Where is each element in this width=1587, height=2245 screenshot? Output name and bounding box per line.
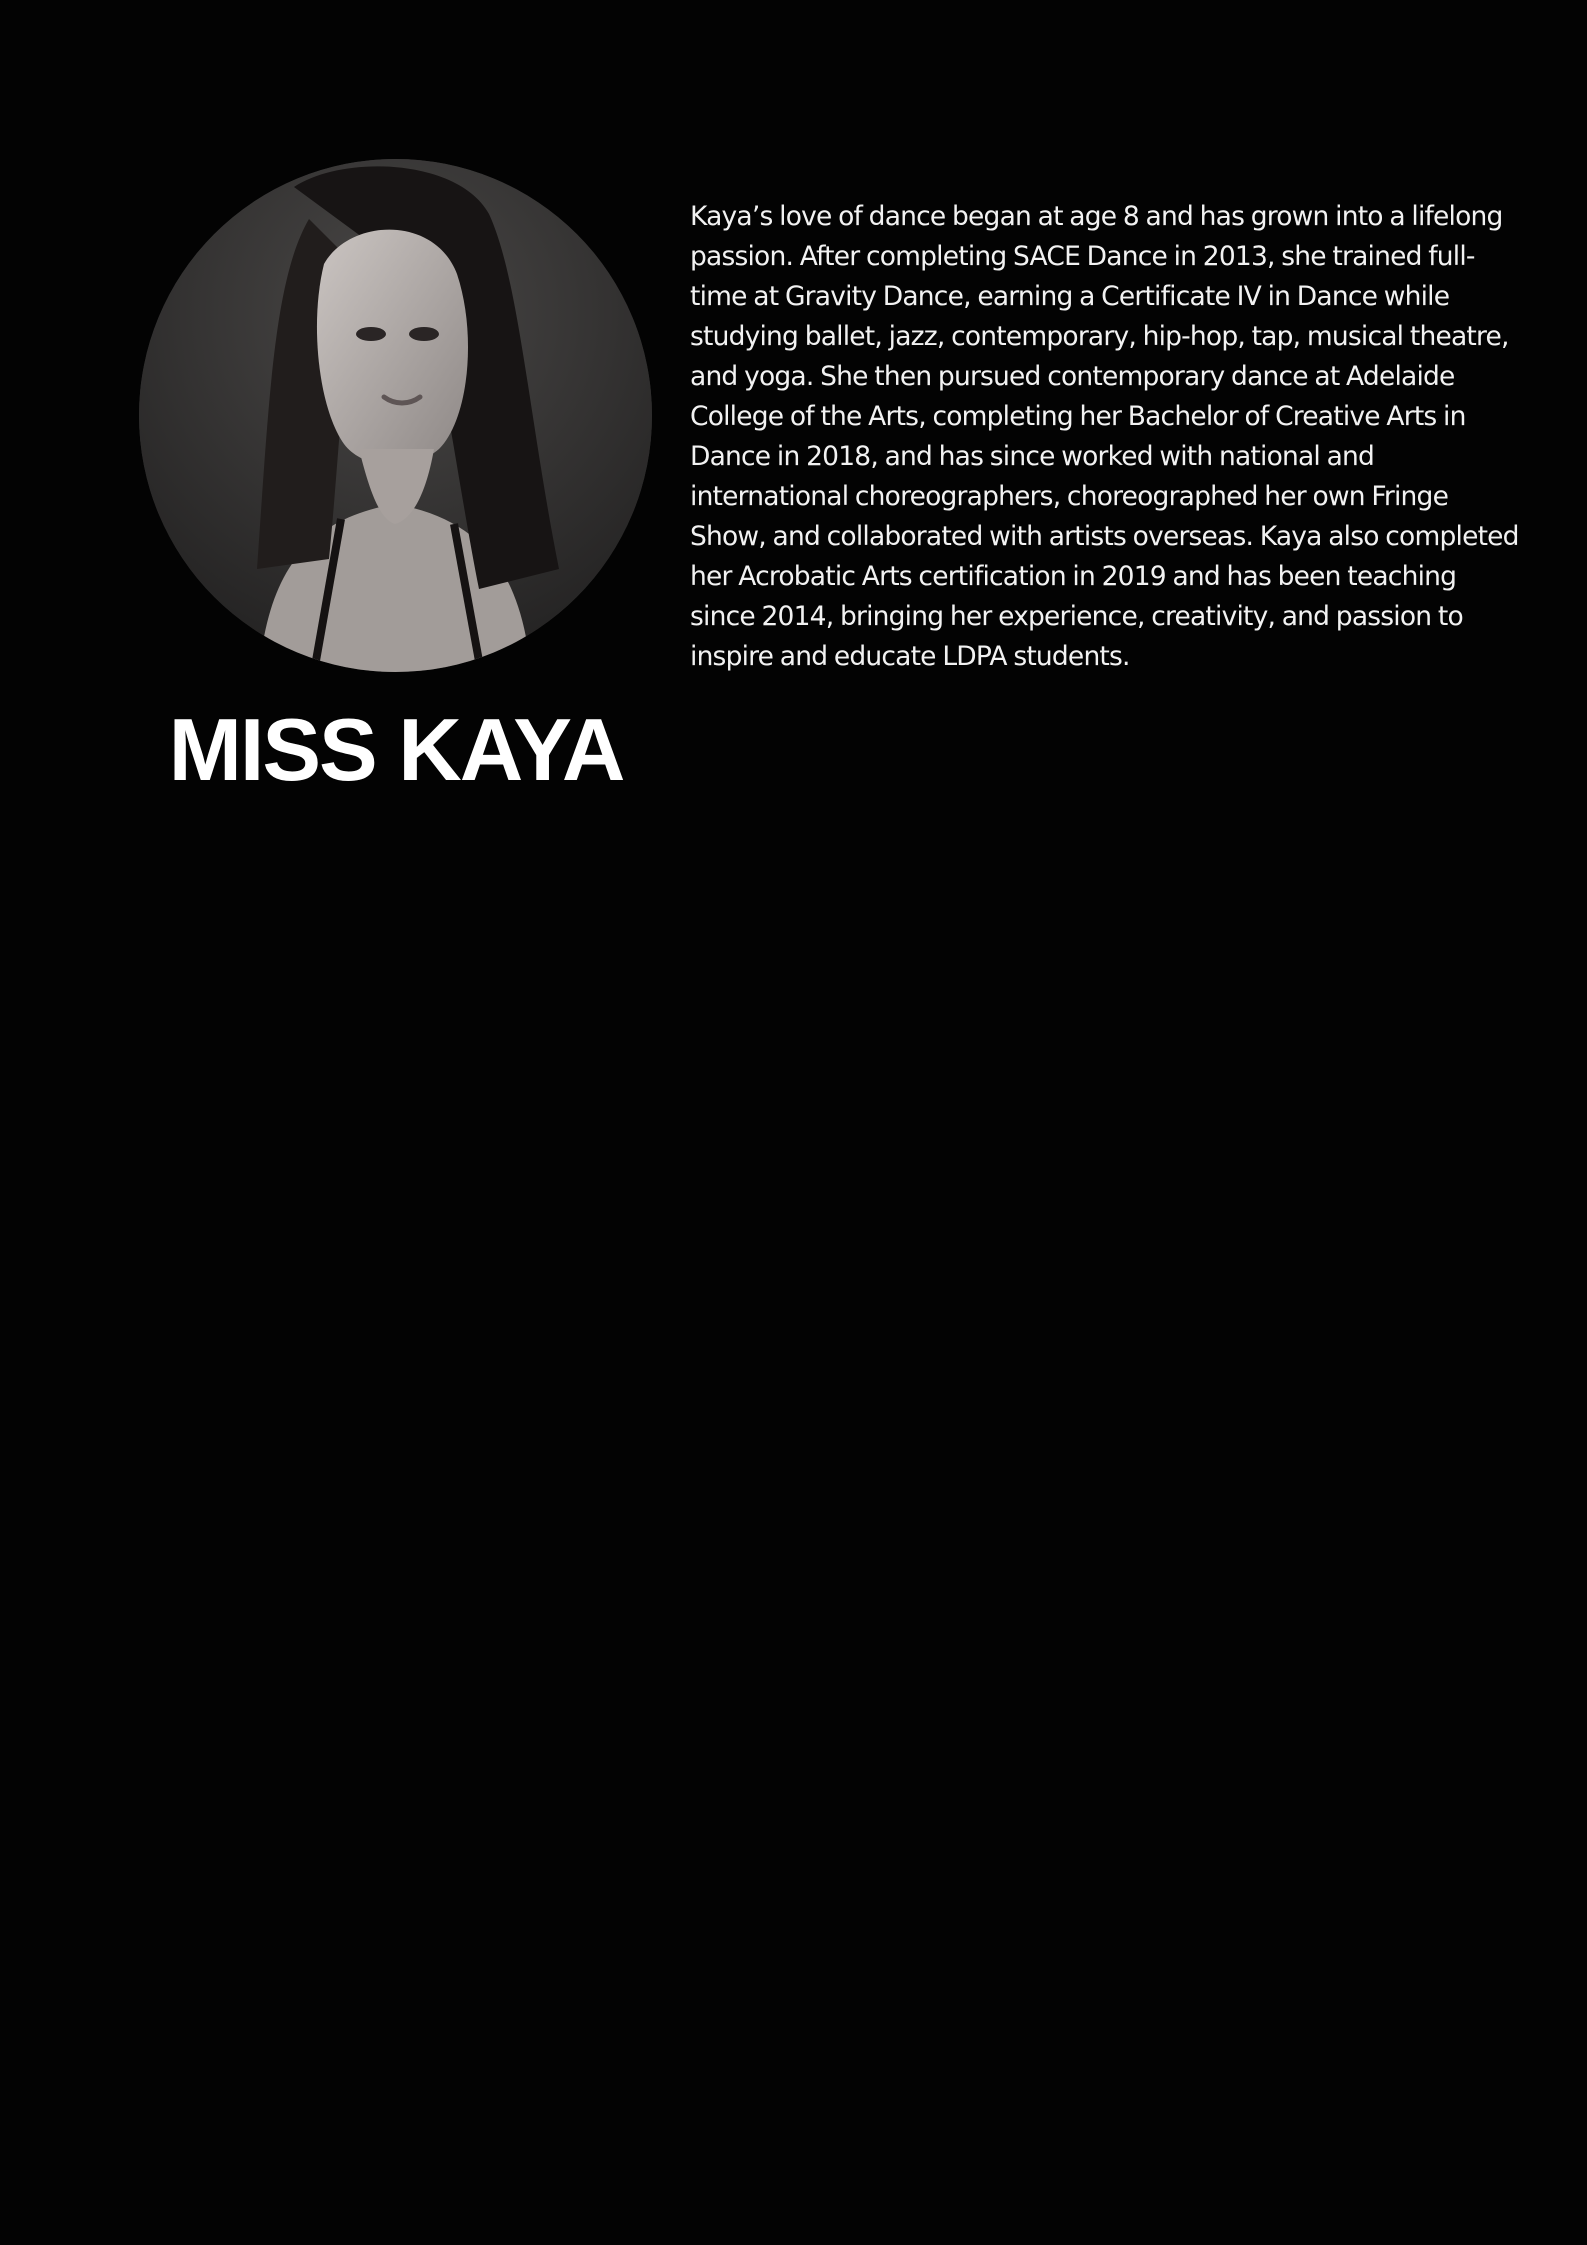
portrait-photo bbox=[139, 159, 652, 672]
portrait-photo-icon bbox=[139, 159, 652, 672]
staff-bio: Kaya’s love of dance began at age 8 and has grown into a lifelong passion. After completing SACE Dance in 2013, she trained full-time at Gravity Dance, earning a Certificate IV in Dance while studying ballet, jazz, contemporary, hip-hop, tap, musical theatre, and yoga. She then pursued contemporary dance at Adelaide College of the Arts, completing her Bachelor of Creative Arts in Dance in 2018, and has since worked with national and international choreographers, choreographed her own Fringe Show, and collaborated with artists overseas. Kaya also completed her Acrobatic Arts certification in 2019 and has been teaching since 2014, bringing her experience, creativity, and passion to inspire and educate LDPA students. bbox=[690, 201, 1519, 672]
staff-name: MISS KAYA bbox=[168, 700, 624, 799]
